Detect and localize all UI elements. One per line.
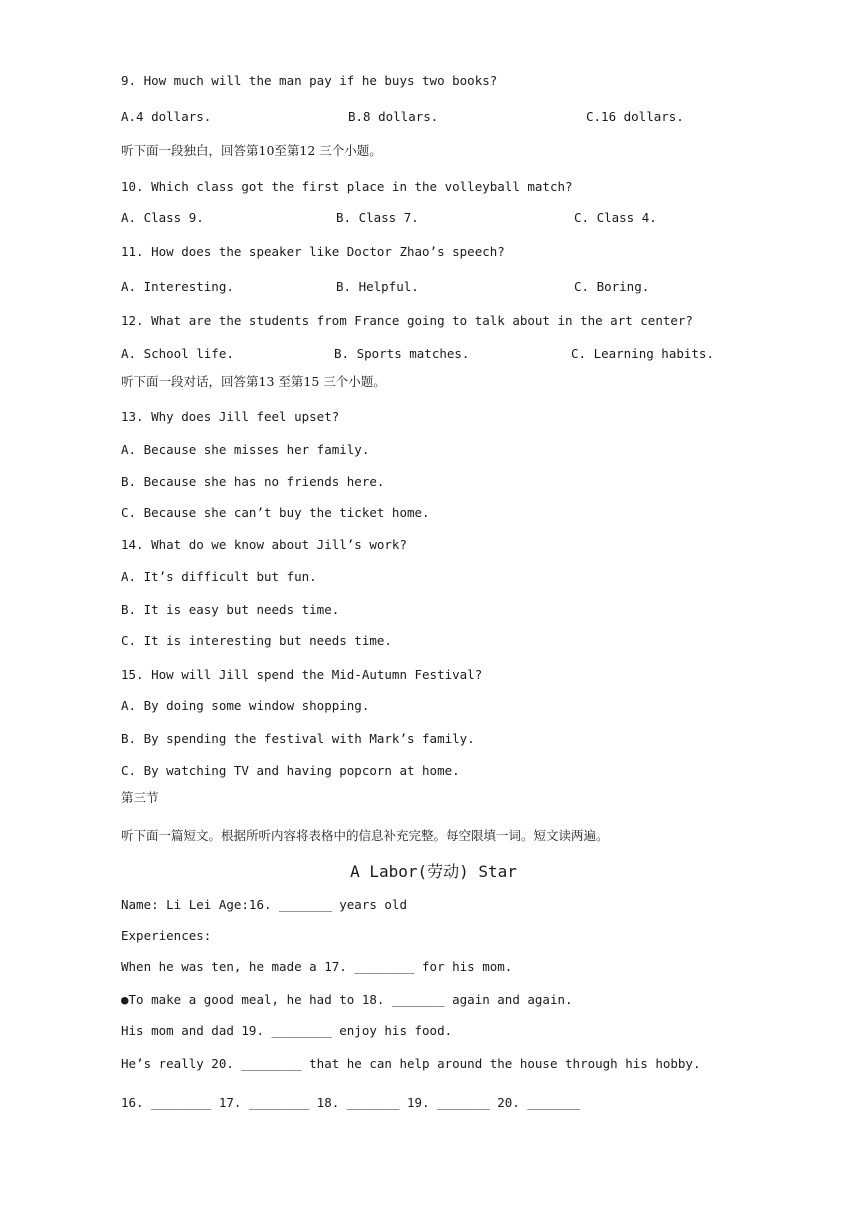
section-3-instruction: 听下面一篇短文。根据所听内容将表格中的信息补充完整。每空限填一词。短文读两遍。 (121, 828, 609, 843)
q12-option-c: C. Learning habits. (571, 346, 714, 361)
passage-line-18: ●To make a good meal, he had to 18. _______ again and again. (121, 992, 573, 1007)
question-11: 11. How does the speaker like Doctor Zhao’s speech? (121, 244, 505, 259)
q14-option-c: C. It is interesting but needs time. (121, 633, 392, 648)
q15-option-a: A. By doing some window shopping. (121, 698, 370, 713)
answer-blanks-line: 16. ________ 17. ________ 18. _______ 19. _______ 20. _______ (121, 1095, 581, 1110)
q15-option-c: C. By watching TV and having popcorn at home. (121, 763, 460, 778)
question-10: 10. Which class got the first place in the volleyball match? (121, 179, 573, 194)
question-12: 12. What are the students from France going to talk about in the art center? (121, 313, 693, 328)
passage-experiences-label: Experiences: (121, 928, 212, 943)
q13-option-b: B. Because she has no friends here. (121, 474, 385, 489)
instruction-10-12: 听下面一段独白，回答第10至第12 三个小题。 (121, 143, 382, 158)
q11-option-a: A. Interesting. (121, 279, 234, 294)
q10-option-c: C. Class 4. (574, 210, 657, 225)
instruction-13-15: 听下面一段对话，回答第13 至第15 三个小题。 (121, 374, 386, 389)
q9-option-b: B.8 dollars. (348, 109, 439, 124)
question-14: 14. What do we know about Jill’s work? (121, 537, 407, 552)
q11-option-b: B. Helpful. (336, 279, 419, 294)
passage-line-17: When he was ten, he made a 17. ________ for his mom. (121, 959, 513, 974)
passage-name-line: Name: Li Lei Age:16. _______ years old (121, 897, 407, 912)
q9-option-c: C.16 dollars. (586, 109, 684, 124)
q14-option-b: B. It is easy but needs time. (121, 602, 340, 617)
question-15: 15. How will Jill spend the Mid-Autumn Festival? (121, 667, 483, 682)
question-13: 13. Why does Jill feel upset? (121, 409, 340, 424)
q13-option-a: A. Because she misses her family. (121, 442, 370, 457)
q14-option-a: A. It’s difficult but fun. (121, 569, 317, 584)
q11-option-c: C. Boring. (574, 279, 650, 294)
passage-title: A Labor(劳动) Star (350, 862, 517, 881)
q9-option-a: A.4 dollars. (121, 109, 212, 124)
q10-option-b: B. Class 7. (336, 210, 419, 225)
q12-option-b: B. Sports matches. (334, 346, 470, 361)
question-9: 9. How much will the man pay if he buys two books? (121, 73, 498, 88)
q15-option-b: B. By spending the festival with Mark’s family. (121, 731, 475, 746)
q13-option-c: C. Because she can’t buy the ticket home. (121, 505, 430, 520)
section-3-heading: 第三节 (121, 790, 159, 805)
q10-option-a: A. Class 9. (121, 210, 204, 225)
q12-option-a: A. School life. (121, 346, 234, 361)
passage-line-20: He’s really 20. ________ that he can help around the house through his hobby. (121, 1056, 701, 1071)
passage-line-19: His mom and dad 19. ________ enjoy his food. (121, 1023, 453, 1038)
